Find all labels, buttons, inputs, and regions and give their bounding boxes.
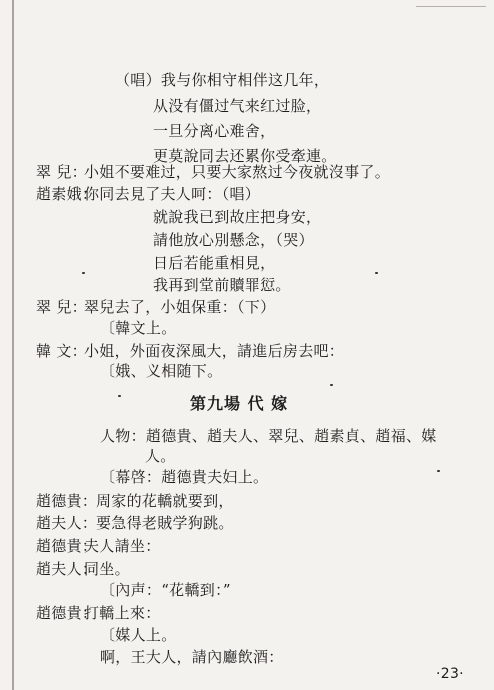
- ink-speck: [118, 395, 121, 397]
- sung-line-8: 我再到堂前贖罪愆。: [153, 276, 291, 294]
- binding-edge-line: [12, 0, 14, 690]
- speaker-name: 翠 兒：: [36, 163, 87, 181]
- ink-speck: [82, 272, 85, 274]
- sung-line-2: 从没有僵过气来红过脸，: [153, 97, 322, 115]
- page-number: ·23·: [436, 666, 464, 682]
- sung-line-1: （唱）我与你相守相伴这几年，: [115, 71, 330, 89]
- speaker-name: 翠 兒：: [36, 298, 87, 316]
- dialogue-text: 要急得老賊学狗跳。: [96, 514, 234, 532]
- dialogue-text: 周家的花轎就要到，: [96, 492, 234, 510]
- dialogue-text: 小姐不要难过，只要大家熬过今夜就沒事了。: [84, 163, 391, 181]
- stage-direction: 〔內声：“花轎到：”: [100, 581, 231, 599]
- sung-line-7: 日后若能重相見，: [153, 254, 276, 272]
- speaker-name: 趙夫人：: [36, 560, 98, 578]
- dialogue-line: [36, 184, 260, 204]
- dialogue-line: [36, 162, 390, 182]
- cast-list-line-1: 人物：趙德貴、趙夫人、翠兒、趙素貞、趙福、媒: [100, 427, 437, 445]
- top-scan-artifact: [416, 0, 486, 7]
- dialogue-text: 小姐，外面夜深風大，請進后房去吧：: [84, 342, 345, 360]
- sung-line-6: 請他放心別懸念，（哭）: [153, 231, 314, 249]
- dialogue-text: 翠兒去了，小姐保重：（下）: [84, 298, 276, 316]
- dialogue-continuation: 啊，王大人，請內廳飲酒：: [100, 648, 284, 666]
- ink-speck: [375, 272, 378, 274]
- speaker-name: 趙德貴：: [36, 537, 98, 555]
- scene-heading: 第九場 代 嫁: [190, 394, 289, 413]
- dialogue-line: [36, 559, 130, 579]
- sung-line-5: 就說我已到故庄把身安，: [153, 208, 322, 226]
- speaker-name: 趙德貴：: [36, 492, 98, 510]
- dialogue-line: [36, 536, 161, 556]
- dialogue-text: 你同去見了夫人呵：（唱）: [84, 185, 261, 203]
- dialogue-line: [36, 297, 275, 317]
- stage-direction: 〔幕啓：趙德貴夫妇上。: [100, 468, 269, 486]
- stage-direction: 〔娥、义相随下。: [100, 362, 223, 380]
- ink-speck: [330, 384, 333, 386]
- dialogue-line: [36, 341, 344, 361]
- stage-direction: 〔媒人上。: [100, 626, 177, 644]
- speaker-name: 趙素娥：: [36, 185, 98, 203]
- speaker-name: 趙夫人：: [36, 514, 98, 532]
- sung-line-4: 更莫說同去还累你受牽連。: [153, 147, 337, 165]
- ink-speck: [437, 470, 440, 472]
- dialogue-line: [36, 513, 234, 533]
- dialogue-text: 同坐。: [84, 560, 130, 578]
- speaker-name: 韓 文：: [36, 342, 87, 360]
- sung-line-3: 一旦分离心难舍，: [153, 122, 276, 140]
- stage-direction: 〔韓文上。: [100, 319, 177, 337]
- dialogue-text: 打轎上來：: [84, 604, 161, 622]
- dialogue-line: [36, 603, 161, 623]
- dialogue-text: 夫人請坐：: [84, 537, 161, 555]
- cast-list-line-2: 人。: [145, 447, 176, 465]
- dialogue-line: [36, 491, 234, 511]
- speaker-name: 趙德貴：: [36, 604, 98, 622]
